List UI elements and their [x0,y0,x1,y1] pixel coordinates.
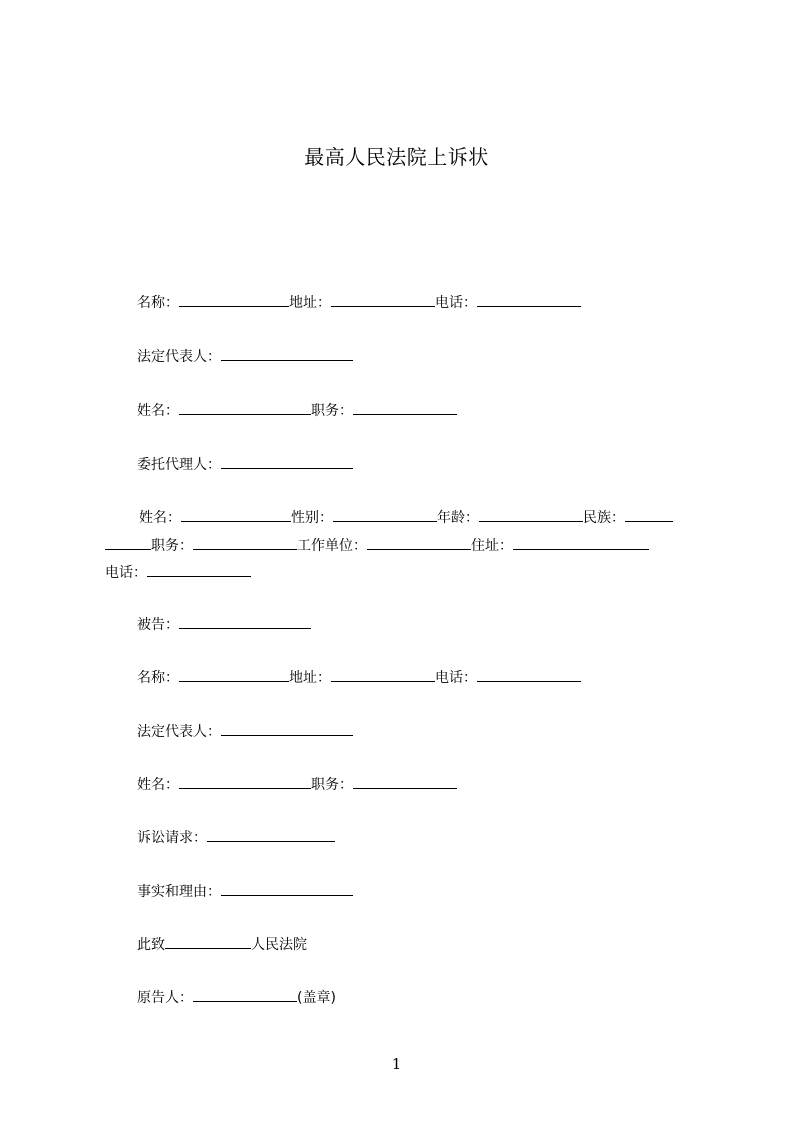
name-label: 名称： [137,295,179,311]
request-blank[interactable] [207,826,335,842]
request-label: 诉讼请求： [137,830,207,846]
age-label: 年龄： [437,510,479,526]
defendant-phone-blank[interactable] [477,666,581,682]
ethnicity-blank[interactable] [625,506,673,522]
defendant-person-line [137,773,457,795]
agent-name-blank[interactable] [181,506,291,522]
phone-label: 电话： [435,295,477,311]
defendant-position-label: 职务： [311,777,353,793]
defendant-person-name-label: 姓名： [137,777,179,793]
address-blank[interactable] [331,291,435,307]
appellant-person-line [137,399,457,421]
person-name-blank[interactable] [179,399,311,415]
gender-label: 性别： [291,510,333,526]
defendant-phone-label: 电话： [435,670,477,686]
plaintiff-label: 原告人： [137,990,193,1006]
agent-address-blank[interactable] [513,534,649,550]
defendant-blank[interactable] [179,613,311,629]
agent-details-line-1 [139,506,673,528]
addressee-suffix: 人民法院 [251,937,307,953]
agent-details-line-3 [105,561,251,583]
defendant-legal-rep-label: 法定代表人： [137,724,221,740]
document-title: 最高人民法院上诉状 [304,145,489,169]
defendant-contact-line [137,666,581,688]
defendant-legal-rep-line [137,720,353,742]
appellant-legal-rep-line [137,345,353,367]
defendant-legal-rep-blank[interactable] [221,720,353,736]
facts-line [137,880,353,902]
legal-rep-label: 法定代表人： [137,349,221,365]
position-blank[interactable] [353,399,457,415]
defendant-name-label: 名称： [137,670,179,686]
workplace-blank[interactable] [367,534,471,550]
address-label: 地址： [289,295,331,311]
agent-address-label: 住址： [471,538,513,554]
ethnicity-label: 民族： [583,510,625,526]
agent-label: 委托代理人： [137,457,221,473]
defendant-person-name-blank[interactable] [179,773,311,789]
agent-blank[interactable] [221,453,353,469]
position-label: 职务： [311,403,353,419]
defendant-label: 被告： [137,617,179,633]
age-blank[interactable] [479,506,583,522]
plaintiff-blank[interactable] [193,986,297,1002]
gender-blank[interactable] [333,506,437,522]
request-line [137,826,335,848]
agent-line [137,453,353,475]
agent-position-label: 职务： [151,538,193,554]
person-name-label: 姓名： [137,403,179,419]
agent-name-label: 姓名： [139,510,181,526]
ethnicity-blank-continued[interactable] [105,534,151,550]
addressee-prefix: 此致 [137,937,165,953]
phone-blank[interactable] [477,291,581,307]
defendant-position-blank[interactable] [353,773,457,789]
name-blank[interactable] [179,291,289,307]
agent-position-blank[interactable] [193,534,297,550]
agent-details-line-2 [105,534,649,556]
workplace-label: 工作单位： [297,538,367,554]
legal-rep-blank[interactable] [221,345,353,361]
agent-phone-label: 电话： [105,565,147,581]
defendant-line [137,613,311,635]
defendant-address-blank[interactable] [331,666,435,682]
facts-label: 事实和理由： [137,884,221,900]
page-number: 1 [391,1055,402,1073]
seal-note: (盖章) [297,990,336,1006]
addressee-line [137,933,307,955]
defendant-name-blank[interactable] [179,666,289,682]
defendant-address-label: 地址： [289,670,331,686]
facts-blank[interactable] [221,880,353,896]
plaintiff-signature-line [137,986,336,1008]
appellant-contact-line [137,291,581,313]
agent-phone-blank[interactable] [147,561,251,577]
court-name-blank[interactable] [165,933,251,949]
